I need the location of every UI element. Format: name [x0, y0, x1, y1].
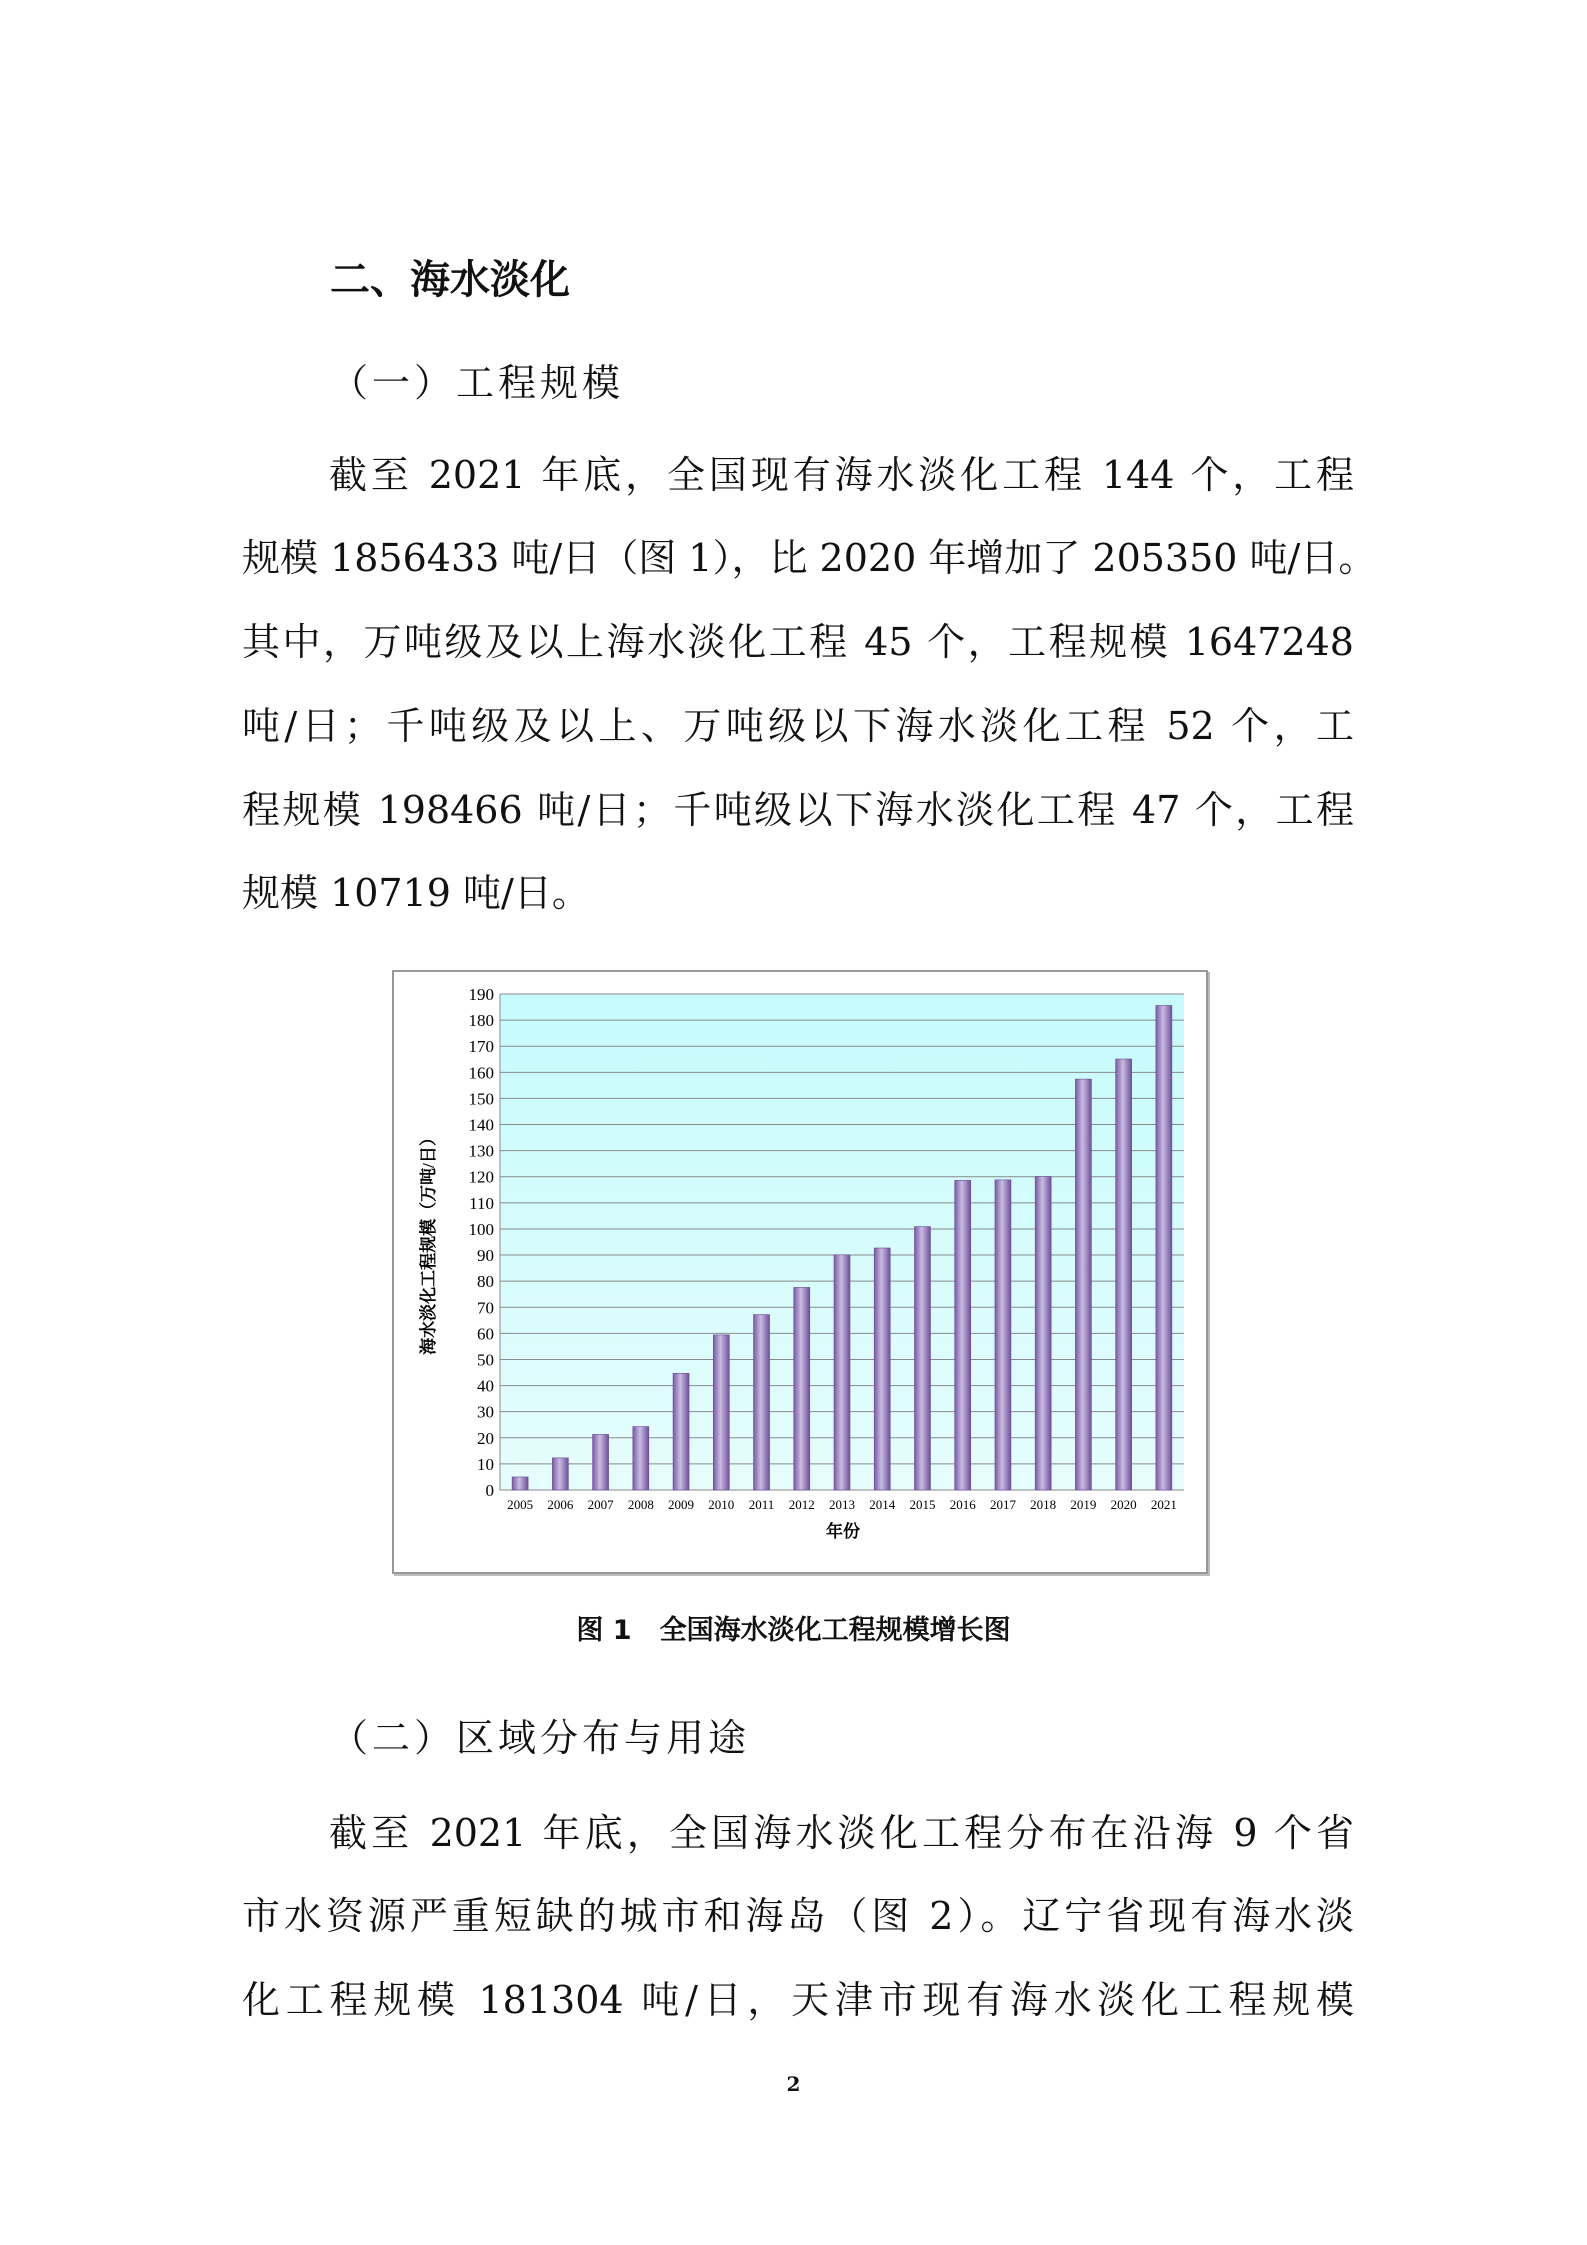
bar-2008: [633, 1427, 649, 1490]
bar-2018: [1035, 1176, 1051, 1490]
bar-2011: [754, 1315, 770, 1490]
bar-2020: [1116, 1059, 1132, 1490]
x-tick-label: 2008: [627, 1497, 654, 1512]
y-tick-label: 50: [477, 1350, 494, 1370]
x-axis-label: 年份: [826, 1522, 860, 1541]
y-tick-label: 60: [477, 1324, 494, 1344]
y-tick-label: 150: [468, 1089, 494, 1109]
y-tick-label: 170: [468, 1037, 494, 1057]
y-tick-label: 80: [477, 1272, 494, 1292]
y-axis-label: 海水淡化工程规模（万吨/日）: [419, 1129, 438, 1355]
x-tick-label: 2021: [1150, 1497, 1177, 1512]
x-tick-label: 2018: [1030, 1497, 1057, 1512]
bar-2017: [995, 1180, 1011, 1490]
x-tick-label: 2016: [949, 1497, 976, 1512]
x-tick-label: 2012: [788, 1497, 815, 1512]
x-tick-label: 2009: [668, 1497, 695, 1512]
bar-2006: [552, 1458, 568, 1490]
figure-caption: [0, 1608, 1587, 1647]
paragraph-line: 市水资源严重短缺的城市和海岛（图 2）。辽宁省现有海水淡: [242, 1894, 1354, 1938]
x-tick-label: 2020: [1110, 1497, 1137, 1512]
x-tick-label: 2006: [547, 1497, 574, 1512]
bar-2009: [673, 1373, 689, 1490]
y-tick-label: 160: [468, 1063, 494, 1083]
y-tick-label: 90: [477, 1246, 494, 1266]
chart-figure: [392, 970, 1208, 1574]
bar-2013: [834, 1255, 850, 1490]
bar-2007: [593, 1434, 609, 1490]
bar-2014: [874, 1248, 890, 1490]
subsection-title-2: （二）区域分布与用途: [330, 1716, 751, 1760]
x-tick-label: 2017: [989, 1497, 1016, 1512]
y-tick-label: 40: [477, 1376, 494, 1396]
x-tick-label: 2005: [507, 1497, 534, 1512]
paragraph-line: 其中，万吨级及以上海水淡化工程 45 个，工程规模 1647248: [242, 620, 1354, 664]
x-tick-label: 2019: [1070, 1497, 1097, 1512]
bar-2005: [512, 1477, 528, 1490]
y-tick-label: 120: [468, 1167, 494, 1187]
y-tick-label: 20: [477, 1428, 494, 1448]
paragraph-line: 截至 2021 年底，全国海水淡化工程分布在沿海 9 个省: [329, 1811, 1354, 1855]
x-tick-label: 2011: [748, 1497, 775, 1512]
paragraph-line: 截至 2021 年底，全国现有海水淡化工程 144 个，工程: [329, 453, 1354, 497]
paragraph-line: 规模 1856433 吨/日（图 1），比 2020 年增加了 205350 吨/日。: [242, 536, 1377, 580]
y-tick-label: 190: [468, 985, 494, 1004]
page-number: 2: [786, 2072, 801, 2096]
bar-2019: [1075, 1079, 1091, 1490]
bar-2016: [955, 1180, 971, 1490]
bar-2021: [1156, 1005, 1172, 1490]
bar-2015: [914, 1227, 930, 1490]
figure-caption-text: 全国海水淡化工程规模增长图: [659, 1615, 1011, 1646]
x-tick-label: 2014: [869, 1497, 896, 1512]
y-tick-label: 100: [468, 1219, 494, 1239]
y-tick-label: 70: [477, 1298, 494, 1318]
y-tick-label: 110: [469, 1193, 494, 1213]
y-tick-label: 30: [477, 1402, 494, 1422]
paragraph-line: 化工程规模 181304 吨/日，天津市现有海水淡化工程规模: [242, 1978, 1354, 2022]
y-tick-label: 10: [477, 1454, 494, 1474]
x-tick-label: 2007: [587, 1497, 614, 1512]
bar-2012: [794, 1287, 810, 1490]
y-tick-label: 140: [468, 1115, 494, 1135]
bar-chart: [394, 972, 1206, 1572]
paragraph-line: 程规模 198466 吨/日；千吨级以下海水淡化工程 47 个，工程: [242, 788, 1354, 832]
x-tick-label: 2013: [829, 1497, 855, 1512]
paragraph-line: 规模 10719 吨/日。: [242, 871, 590, 915]
figure-label: 图 1: [576, 1615, 632, 1646]
x-tick-label: 2015: [909, 1497, 936, 1512]
section-heading: 二、海水淡化: [330, 257, 570, 303]
subsection-title-1: （一）工程规模: [330, 361, 625, 405]
y-tick-label: 130: [468, 1141, 494, 1161]
x-tick-label: 2010: [708, 1497, 735, 1512]
y-tick-label: 180: [468, 1011, 494, 1031]
bar-2010: [713, 1335, 729, 1490]
y-tick-label: 0: [485, 1481, 494, 1500]
paragraph-line: 吨/日；千吨级及以上、万吨级以下海水淡化工程 52 个，工: [242, 704, 1354, 748]
